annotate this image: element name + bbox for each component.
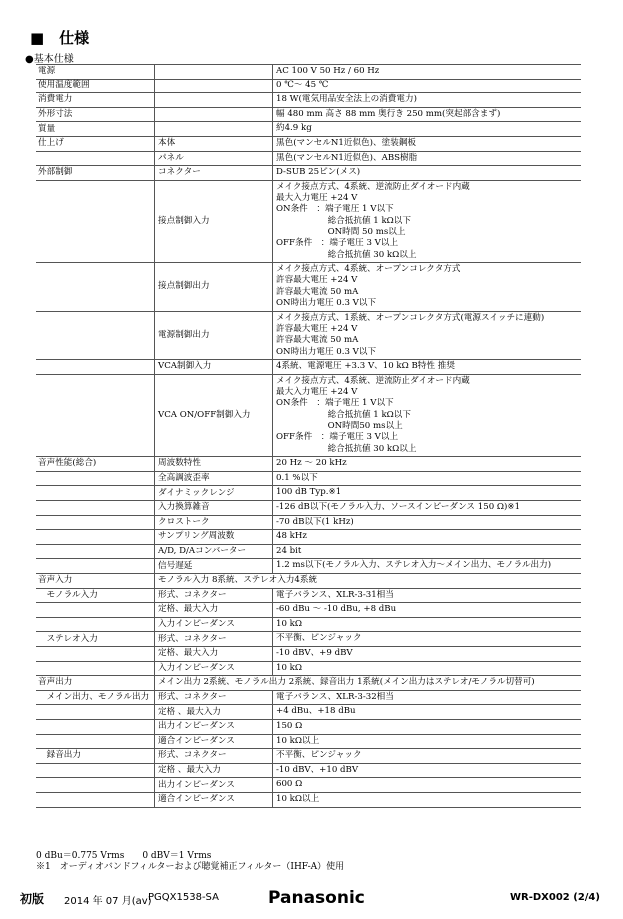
column-divider [154, 545, 155, 559]
value-text: 許容最大電圧 +24 V [276, 275, 358, 286]
column-divider [154, 735, 155, 749]
column-divider [154, 720, 155, 734]
footer-model: WR-DX002 (2/4) [510, 892, 600, 903]
column-divider [154, 137, 155, 151]
item-label: 形式、コネクター [158, 750, 227, 761]
category-label: 質量 [38, 123, 56, 134]
value-text: 18 W(電気用品安全法上の消費電力) [276, 94, 417, 105]
value-text: AC 100 V 50 Hz / 60 Hz [276, 66, 380, 76]
brand-logo: Panasonic [268, 888, 365, 908]
table-row [36, 662, 581, 677]
item-label: A/D, D/Aコンバーター [158, 545, 247, 556]
column-divider [154, 793, 155, 807]
item-label: 接点制御出力 [158, 281, 210, 292]
item-label: 形式、コネクター [158, 633, 227, 644]
column-divider [272, 122, 273, 136]
footer-code: PGQX1538-SA [148, 892, 219, 903]
column-divider [272, 166, 273, 180]
table-row [36, 263, 581, 312]
note-line: 0 dBu＝0.775 Vrms 0 dBV＝1 Vrms [36, 851, 212, 861]
table-row [36, 360, 581, 375]
value-text: 0.1 %以下 [276, 472, 318, 483]
value-text: 最大入力電圧 +24 V [276, 193, 358, 204]
value-text: メイク接点方式、4系統、逆流防止ダイオード内蔵 [276, 181, 470, 192]
column-divider [272, 530, 273, 544]
table-row [36, 589, 581, 604]
column-divider [154, 662, 155, 676]
column-divider [154, 312, 155, 360]
value-text: -10 dBV、+10 dBV [276, 764, 359, 775]
column-divider [154, 705, 155, 719]
value-text: 4系統、電源電圧 +3.3 V、10 kΩ B特性 推奨 [276, 361, 455, 372]
table-row [36, 516, 581, 531]
item-label: 定格 、最大入力 [158, 764, 221, 775]
column-divider [154, 691, 155, 705]
table-row [36, 457, 581, 472]
column-divider [272, 501, 273, 515]
category-label: 消費電力 [38, 94, 73, 105]
value-text: -126 dB以下(モノラル入力、ソースインピーダンス 150 Ω)※1 [276, 502, 521, 512]
table-row [36, 720, 581, 735]
value-text: 10 kΩ以上 [276, 794, 320, 804]
item-label: VCA ON/OFF制御入力 [158, 409, 251, 420]
column-divider [272, 647, 273, 661]
value-text: 約4.9 kg [276, 123, 312, 134]
category-label: 音声入力 [38, 575, 73, 586]
column-divider [154, 530, 155, 544]
category-label: 使用温度範囲 [38, 79, 90, 90]
value-text: 総合抵抗値 1 kΩ以下 [276, 215, 411, 226]
column-divider [272, 691, 273, 705]
column-divider [154, 486, 155, 500]
table-row [36, 181, 581, 263]
category-label: ステレオ入力 [38, 633, 98, 644]
column-divider [154, 79, 155, 93]
value-text: ON時出力電圧 0.3 V以下 [276, 346, 377, 357]
column-divider [272, 559, 273, 573]
footer-date: 2014 年 07 月(av) [64, 896, 152, 907]
column-divider [154, 65, 155, 79]
table-row [36, 735, 581, 750]
column-divider [154, 108, 155, 122]
value-text: +4 dBu、+18 dBu [276, 706, 356, 717]
column-divider [154, 122, 155, 136]
table-row [36, 764, 581, 779]
item-label: ダイナミックレンジ [158, 487, 235, 498]
table-row [36, 166, 581, 181]
item-label: 入力インピーダンス [158, 618, 235, 629]
column-divider [154, 516, 155, 530]
table-row [36, 574, 581, 589]
footer-edition: 初版 [20, 892, 45, 906]
category-label: 外形寸法 [38, 108, 73, 119]
column-divider [272, 472, 273, 486]
column-divider [272, 793, 273, 807]
value-text: ON条件 ：端子電圧 1 V以下 [276, 204, 394, 215]
table-row [36, 472, 581, 487]
value-text: 150 Ω [276, 721, 303, 731]
value-text: 10 kΩ [276, 662, 302, 673]
column-divider [154, 472, 155, 486]
category-label: 録音出力 [38, 750, 81, 761]
item-label: パネル [158, 152, 184, 163]
value-text: 総合抵抗値 30 kΩ以上 [276, 443, 417, 454]
item-label: 適合インピーダンス [158, 794, 235, 805]
value-text: 100 dB Typ.※1 [276, 487, 342, 498]
value-text: 10 kΩ以上 [276, 735, 320, 746]
column-divider [272, 632, 273, 646]
section-subtitle: ●基本仕様 [25, 54, 74, 65]
column-divider [154, 93, 155, 107]
item-label: 周波数特性 [158, 458, 201, 469]
value-text: -10 dBV、+9 dBV [276, 648, 353, 658]
table-row [36, 647, 581, 662]
item-label: 定格、最大入力 [158, 604, 219, 615]
table-row [36, 676, 581, 691]
table-row [36, 545, 581, 560]
table-row [36, 375, 581, 457]
value-text: 不平衡、ピンジャック [276, 633, 362, 644]
value-text: 総合抵抗値 1 kΩ以下 [276, 409, 411, 420]
value-text: ON時間 50 ms以上 [276, 226, 406, 237]
column-divider [154, 181, 155, 262]
value-text: ON条件 ：端子電圧 1 V以下 [276, 398, 394, 409]
notes [36, 851, 344, 873]
value-text: 電子バランス、XLR-3-32相当 [276, 691, 394, 702]
column-divider [154, 618, 155, 632]
item-label: 定格、最大入力 [158, 648, 219, 659]
value-text: 黒色(マンセルN1近似色)、塗装鋼板 [276, 138, 417, 148]
table-row [36, 93, 581, 108]
value-text: OFF条件 ：端子電圧 3 V以上 [276, 238, 399, 249]
value-text: -60 dBu ～ -10 dBu, +8 dBu [276, 604, 397, 615]
column-divider [272, 545, 273, 559]
value-text: 黒色(マンセルN1近似色)、ABS樹脂 [276, 152, 418, 163]
column-divider [154, 559, 155, 573]
category-label: 外部制御 [38, 167, 73, 178]
column-divider [272, 457, 273, 471]
category-label: 音声出力 [38, 677, 73, 688]
item-label: 接点制御入力 [158, 215, 210, 226]
value-text: メイク接点方式、4系統、逆流防止ダイオード内蔵 [276, 375, 470, 386]
column-divider [154, 603, 155, 617]
table-row [36, 559, 581, 574]
table-row [36, 122, 581, 137]
column-divider [272, 312, 273, 360]
page-title: ■ 仕様 [30, 29, 90, 47]
table-row [36, 79, 581, 94]
column-divider [272, 516, 273, 530]
value-text: 10 kΩ [276, 618, 302, 629]
column-divider [154, 360, 155, 374]
item-label: 入力換算雑音 [158, 502, 210, 513]
table-row [36, 501, 581, 516]
column-divider [272, 618, 273, 632]
column-divider [272, 65, 273, 79]
column-divider [154, 647, 155, 661]
column-divider [272, 778, 273, 792]
value-text: 0 ℃～ 45 ℃ [276, 79, 329, 90]
category-label: モノラル入力 [38, 589, 98, 600]
table-row [36, 705, 581, 720]
column-divider [272, 108, 273, 122]
column-divider [272, 375, 273, 456]
value-text: 1.2 ms以下(モノラル入力、ステレオ入力～メイン出力、モノラル出力) [276, 560, 552, 571]
category-label: 電源 [38, 66, 56, 77]
column-divider [272, 360, 273, 374]
table-row [36, 152, 581, 167]
value-text: 許容最大電流 50 mA [276, 335, 359, 346]
column-divider [272, 735, 273, 749]
table-row [36, 64, 581, 80]
value-text: メイク接点方式、4系統、オープンコレクタ方式 [276, 264, 461, 275]
note-line: ※1 オーディオバンドフィルターおよび聴覚補正フィルター（IHF-A）使用 [36, 862, 345, 872]
category-label: 仕上げ [38, 138, 64, 149]
item-label: VCA制御入力 [158, 361, 212, 372]
value-text: 幅 480 mm 高さ 88 mm 奥行き 250 mm(突起部含まず) [276, 108, 501, 119]
category-label: 音声性能(総合) [38, 458, 97, 469]
table-row [36, 108, 581, 123]
value-text: 電子バランス、XLR-3-31相当 [276, 589, 394, 600]
column-divider [272, 181, 273, 262]
column-divider [154, 166, 155, 180]
value-text: OFF条件 ：端子電圧 3 V以上 [276, 432, 399, 443]
item-label: 信号遅延 [158, 560, 193, 571]
value-text: 総合抵抗値 30 kΩ以上 [276, 249, 417, 260]
column-divider [154, 676, 155, 690]
value-text: 24 bit [276, 545, 302, 556]
column-divider [272, 705, 273, 719]
column-divider [272, 720, 273, 734]
column-divider [272, 603, 273, 617]
item-label: 入力インピーダンス [158, 662, 235, 673]
table-row [36, 618, 581, 633]
value-text: 最大入力電圧 +24 V [276, 387, 358, 398]
table-row [36, 749, 581, 764]
column-divider [154, 457, 155, 471]
column-divider [272, 137, 273, 151]
column-divider [272, 662, 273, 676]
column-divider [154, 152, 155, 166]
column-divider [154, 778, 155, 792]
column-divider [272, 79, 273, 93]
column-divider [154, 375, 155, 456]
category-label: メイン出力、モノラル出力 [38, 691, 150, 702]
item-label: 電源制御出力 [158, 329, 210, 340]
value-text: 許容最大電流 50 mA [276, 286, 359, 297]
value-text: モノラル入力 8系統、ステレオ入力4系統 [158, 575, 318, 586]
column-divider [154, 263, 155, 311]
column-divider [272, 263, 273, 311]
column-divider [154, 749, 155, 763]
table-row [36, 530, 581, 545]
column-divider [154, 589, 155, 603]
value-text: メイン出力 2系統、モノラル出力 2系統、録音出力 1系統(メイン出力はステレオ/モノラル切替可) [158, 677, 535, 688]
value-text: 600 Ω [276, 779, 303, 790]
column-divider [154, 764, 155, 778]
column-divider [272, 152, 273, 166]
table-row [36, 793, 581, 808]
table-row [36, 603, 581, 618]
column-divider [154, 501, 155, 515]
item-label: 本体 [158, 138, 176, 149]
item-label: サンプリング周波数 [158, 531, 235, 542]
value-text: -70 dB以下(1 kHz) [276, 516, 354, 527]
value-text: ON時出力電圧 0.3 V以下 [276, 298, 377, 309]
value-text: 48 kHz [276, 531, 307, 542]
column-divider [272, 93, 273, 107]
table-row [36, 691, 581, 706]
item-label: クロストーク [158, 516, 210, 527]
value-text: ON時間50 ms以上 [276, 420, 403, 431]
item-label: 出力インピーダンス [158, 779, 235, 790]
item-label: 定格 、最大入力 [158, 706, 221, 717]
value-text: 不平衡、ピンジャック [276, 750, 362, 761]
column-divider [272, 486, 273, 500]
value-text: メイク接点方式、1系統、オープンコレクタ方式(電源スイッチに連動) [276, 312, 545, 323]
item-label: 適合インピーダンス [158, 735, 235, 746]
column-divider [272, 749, 273, 763]
value-text: D-SUB 25ピン(メス) [276, 167, 361, 178]
item-label: コネクター [158, 167, 201, 178]
table-row [36, 137, 581, 152]
value-text: 20 Hz ～ 20 kHz [276, 458, 347, 469]
item-label: 全高調波歪率 [158, 472, 210, 483]
item-label: 形式、コネクター [158, 589, 227, 600]
column-divider [272, 764, 273, 778]
table-row [36, 632, 581, 647]
value-text: 許容最大電圧 +24 V [276, 323, 358, 334]
table-row [36, 778, 581, 793]
item-label: 形式、コネクター [158, 691, 227, 702]
column-divider [272, 589, 273, 603]
column-divider [154, 632, 155, 646]
item-label: 出力インピーダンス [158, 721, 235, 732]
table-row [36, 486, 581, 501]
column-divider [154, 574, 155, 588]
table-row [36, 312, 581, 361]
